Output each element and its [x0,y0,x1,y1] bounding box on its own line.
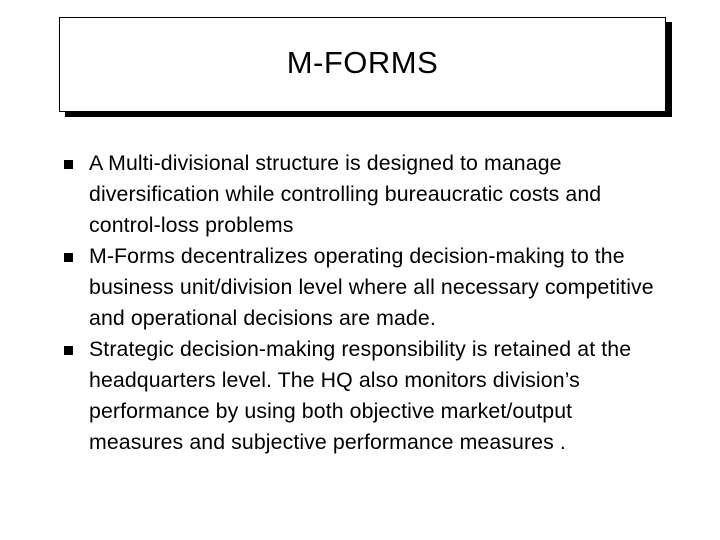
slide-title: M-FORMS [286,44,439,80]
square-bullet-icon [64,160,73,169]
square-bullet-icon [64,346,73,355]
bullet-text: Strategic decision-making responsibility is retained at the headquarters level. The HQ also monitors division’s performance by using both objective market/output measures and subjective performance measures . [89,337,632,454]
title-box [59,17,666,112]
bullet-item [64,148,664,241]
square-bullet-icon [64,253,73,262]
bullet-item [64,241,664,334]
bullet-list [64,148,664,458]
bullet-text: M-Forms decentralizes operating decision-making to the business unit/division level where all necessary competitive and operational decisions are made. [89,244,654,330]
bullet-item [64,334,664,458]
bullet-text: A Multi-divisional structure is designed to manage diversification while controlling bureaucratic costs and control-loss problems [89,151,602,237]
